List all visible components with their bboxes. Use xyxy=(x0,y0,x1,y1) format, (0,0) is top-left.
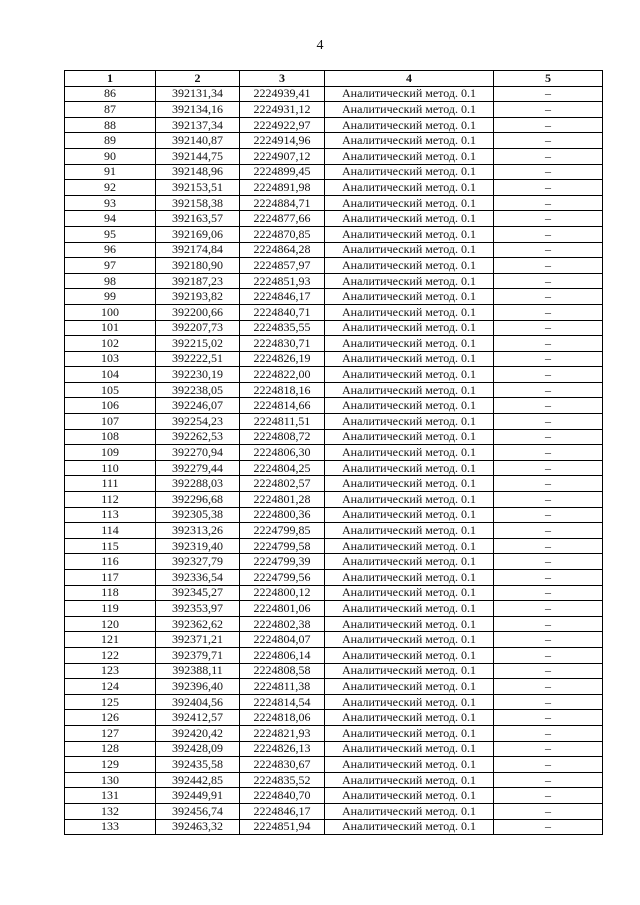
y-coordinate-cell: 2224907,12 xyxy=(240,148,325,164)
point-number-cell: 121 xyxy=(65,632,156,648)
method-cell: Аналитический метод. 0.1 xyxy=(325,445,494,461)
point-number-cell: 112 xyxy=(65,492,156,508)
note-cell: – xyxy=(494,663,603,679)
method-cell: Аналитический метод. 0.1 xyxy=(325,164,494,180)
x-coordinate-cell: 392379,71 xyxy=(156,647,240,663)
table-row xyxy=(65,523,603,539)
method-cell: Аналитический метод. 0.1 xyxy=(325,538,494,554)
note-cell: – xyxy=(494,148,603,164)
table-row xyxy=(65,86,603,102)
note-cell: – xyxy=(494,554,603,570)
x-coordinate-cell: 392158,38 xyxy=(156,195,240,211)
note-cell: – xyxy=(494,725,603,741)
x-coordinate-cell: 392288,03 xyxy=(156,476,240,492)
x-coordinate-cell: 392345,27 xyxy=(156,585,240,601)
x-coordinate-cell: 392174,84 xyxy=(156,242,240,258)
y-coordinate-cell: 2224826,19 xyxy=(240,351,325,367)
y-coordinate-cell: 2224877,66 xyxy=(240,211,325,227)
table-row xyxy=(65,258,603,274)
table-row xyxy=(65,148,603,164)
y-coordinate-cell: 2224799,56 xyxy=(240,570,325,586)
point-number-cell: 89 xyxy=(65,133,156,149)
method-cell: Аналитический метод. 0.1 xyxy=(325,476,494,492)
point-number-cell: 117 xyxy=(65,570,156,586)
x-coordinate-cell: 392131,34 xyxy=(156,86,240,102)
note-cell: – xyxy=(494,741,603,757)
method-cell: Аналитический метод. 0.1 xyxy=(325,679,494,695)
method-cell: Аналитический метод. 0.1 xyxy=(325,336,494,352)
note-cell: – xyxy=(494,102,603,118)
table-row xyxy=(65,601,603,617)
note-cell: – xyxy=(494,538,603,554)
point-number-cell: 120 xyxy=(65,616,156,632)
x-coordinate-cell: 392222,51 xyxy=(156,351,240,367)
x-coordinate-cell: 392313,26 xyxy=(156,523,240,539)
note-cell: – xyxy=(494,336,603,352)
x-coordinate-cell: 392238,05 xyxy=(156,382,240,398)
x-coordinate-cell: 392371,21 xyxy=(156,632,240,648)
point-number-cell: 129 xyxy=(65,757,156,773)
table-row xyxy=(65,570,603,586)
y-coordinate-cell: 2224826,13 xyxy=(240,741,325,757)
y-coordinate-cell: 2224835,52 xyxy=(240,772,325,788)
x-coordinate-cell: 392428,09 xyxy=(156,741,240,757)
y-coordinate-cell: 2224899,45 xyxy=(240,164,325,180)
y-coordinate-cell: 2224931,12 xyxy=(240,102,325,118)
table-row xyxy=(65,476,603,492)
note-cell: – xyxy=(494,133,603,149)
table-row xyxy=(65,538,603,554)
table-row xyxy=(65,679,603,695)
y-coordinate-cell: 2224799,58 xyxy=(240,538,325,554)
x-coordinate-cell: 392412,57 xyxy=(156,710,240,726)
point-number-cell: 106 xyxy=(65,398,156,414)
table-row xyxy=(65,367,603,383)
y-coordinate-cell: 2224806,14 xyxy=(240,647,325,663)
point-number-cell: 86 xyxy=(65,86,156,102)
method-cell: Аналитический метод. 0.1 xyxy=(325,117,494,133)
point-number-cell: 99 xyxy=(65,289,156,305)
x-coordinate-cell: 392296,68 xyxy=(156,492,240,508)
table-row xyxy=(65,772,603,788)
x-coordinate-cell: 392137,34 xyxy=(156,117,240,133)
y-coordinate-cell: 2224891,98 xyxy=(240,180,325,196)
y-coordinate-cell: 2224808,72 xyxy=(240,429,325,445)
table-row xyxy=(65,585,603,601)
y-coordinate-cell: 2224814,54 xyxy=(240,694,325,710)
point-number-cell: 116 xyxy=(65,554,156,570)
table-row xyxy=(65,195,603,211)
point-number-cell: 126 xyxy=(65,710,156,726)
y-coordinate-cell: 2224830,67 xyxy=(240,757,325,773)
x-coordinate-cell: 392353,97 xyxy=(156,601,240,617)
point-number-cell: 118 xyxy=(65,585,156,601)
table-row xyxy=(65,803,603,819)
point-number-cell: 93 xyxy=(65,195,156,211)
y-coordinate-cell: 2224804,07 xyxy=(240,632,325,648)
method-cell: Аналитический метод. 0.1 xyxy=(325,710,494,726)
method-cell: Аналитический метод. 0.1 xyxy=(325,819,494,835)
x-coordinate-cell: 392319,40 xyxy=(156,538,240,554)
y-coordinate-cell: 2224835,55 xyxy=(240,320,325,336)
x-coordinate-cell: 392163,57 xyxy=(156,211,240,227)
column-header-3: 3 xyxy=(240,71,325,87)
y-coordinate-cell: 2224846,17 xyxy=(240,289,325,305)
x-coordinate-cell: 392207,73 xyxy=(156,320,240,336)
table-row xyxy=(65,180,603,196)
point-number-cell: 101 xyxy=(65,320,156,336)
note-cell: – xyxy=(494,523,603,539)
method-cell: Аналитический метод. 0.1 xyxy=(325,725,494,741)
note-cell: – xyxy=(494,445,603,461)
x-coordinate-cell: 392305,38 xyxy=(156,507,240,523)
note-cell: – xyxy=(494,679,603,695)
y-coordinate-cell: 2224802,57 xyxy=(240,476,325,492)
method-cell: Аналитический метод. 0.1 xyxy=(325,523,494,539)
point-number-cell: 87 xyxy=(65,102,156,118)
table-row xyxy=(65,647,603,663)
y-coordinate-cell: 2224864,28 xyxy=(240,242,325,258)
x-coordinate-cell: 392230,19 xyxy=(156,367,240,383)
point-number-cell: 102 xyxy=(65,336,156,352)
y-coordinate-cell: 2224830,71 xyxy=(240,336,325,352)
point-number-cell: 113 xyxy=(65,507,156,523)
table-row xyxy=(65,492,603,508)
note-cell: – xyxy=(494,382,603,398)
note-cell: – xyxy=(494,570,603,586)
point-number-cell: 107 xyxy=(65,414,156,430)
method-cell: Аналитический метод. 0.1 xyxy=(325,507,494,523)
note-cell: – xyxy=(494,164,603,180)
x-coordinate-cell: 392336,54 xyxy=(156,570,240,586)
method-cell: Аналитический метод. 0.1 xyxy=(325,102,494,118)
table-row xyxy=(65,211,603,227)
y-coordinate-cell: 2224840,71 xyxy=(240,304,325,320)
y-coordinate-cell: 2224851,94 xyxy=(240,819,325,835)
column-header-1: 1 xyxy=(65,71,156,87)
method-cell: Аналитический метод. 0.1 xyxy=(325,273,494,289)
x-coordinate-cell: 392442,85 xyxy=(156,772,240,788)
method-cell: Аналитический метод. 0.1 xyxy=(325,258,494,274)
x-coordinate-cell: 392254,23 xyxy=(156,414,240,430)
method-cell: Аналитический метод. 0.1 xyxy=(325,632,494,648)
x-coordinate-cell: 392456,74 xyxy=(156,803,240,819)
method-cell: Аналитический метод. 0.1 xyxy=(325,304,494,320)
y-coordinate-cell: 2224814,66 xyxy=(240,398,325,414)
note-cell: – xyxy=(494,117,603,133)
x-coordinate-cell: 392148,96 xyxy=(156,164,240,180)
point-number-cell: 127 xyxy=(65,725,156,741)
table-row xyxy=(65,242,603,258)
table-row xyxy=(65,819,603,835)
table-row xyxy=(65,663,603,679)
method-cell: Аналитический метод. 0.1 xyxy=(325,585,494,601)
y-coordinate-cell: 2224846,17 xyxy=(240,803,325,819)
point-number-cell: 105 xyxy=(65,382,156,398)
y-coordinate-cell: 2224857,97 xyxy=(240,258,325,274)
note-cell: – xyxy=(494,258,603,274)
table-row xyxy=(65,554,603,570)
note-cell: – xyxy=(494,398,603,414)
note-cell: – xyxy=(494,772,603,788)
note-cell: – xyxy=(494,616,603,632)
y-coordinate-cell: 2224884,71 xyxy=(240,195,325,211)
y-coordinate-cell: 2224802,38 xyxy=(240,616,325,632)
point-number-cell: 119 xyxy=(65,601,156,617)
column-header-5: 5 xyxy=(494,71,603,87)
point-number-cell: 125 xyxy=(65,694,156,710)
y-coordinate-cell: 2224801,28 xyxy=(240,492,325,508)
method-cell: Аналитический метод. 0.1 xyxy=(325,351,494,367)
method-cell: Аналитический метод. 0.1 xyxy=(325,367,494,383)
method-cell: Аналитический метод. 0.1 xyxy=(325,554,494,570)
method-cell: Аналитический метод. 0.1 xyxy=(325,226,494,242)
note-cell: – xyxy=(494,242,603,258)
method-cell: Аналитический метод. 0.1 xyxy=(325,663,494,679)
y-coordinate-cell: 2224811,38 xyxy=(240,679,325,695)
method-cell: Аналитический метод. 0.1 xyxy=(325,211,494,227)
y-coordinate-cell: 2224800,12 xyxy=(240,585,325,601)
x-coordinate-cell: 392362,62 xyxy=(156,616,240,632)
x-coordinate-cell: 392187,23 xyxy=(156,273,240,289)
table-row xyxy=(65,757,603,773)
x-coordinate-cell: 392435,58 xyxy=(156,757,240,773)
point-number-cell: 128 xyxy=(65,741,156,757)
x-coordinate-cell: 392327,79 xyxy=(156,554,240,570)
point-number-cell: 100 xyxy=(65,304,156,320)
y-coordinate-cell: 2224851,93 xyxy=(240,273,325,289)
point-number-cell: 108 xyxy=(65,429,156,445)
note-cell: – xyxy=(494,585,603,601)
point-number-cell: 103 xyxy=(65,351,156,367)
y-coordinate-cell: 2224840,70 xyxy=(240,788,325,804)
note-cell: – xyxy=(494,320,603,336)
table-row xyxy=(65,694,603,710)
point-number-cell: 133 xyxy=(65,819,156,835)
method-cell: Аналитический метод. 0.1 xyxy=(325,788,494,804)
x-coordinate-cell: 392140,87 xyxy=(156,133,240,149)
y-coordinate-cell: 2224821,93 xyxy=(240,725,325,741)
table-header-row xyxy=(65,71,603,87)
table-row xyxy=(65,632,603,648)
note-cell: – xyxy=(494,632,603,648)
point-number-cell: 131 xyxy=(65,788,156,804)
point-number-cell: 96 xyxy=(65,242,156,258)
point-number-cell: 95 xyxy=(65,226,156,242)
method-cell: Аналитический метод. 0.1 xyxy=(325,803,494,819)
x-coordinate-cell: 392153,51 xyxy=(156,180,240,196)
point-number-cell: 91 xyxy=(65,164,156,180)
table-row xyxy=(65,741,603,757)
x-coordinate-cell: 392388,11 xyxy=(156,663,240,679)
x-coordinate-cell: 392279,44 xyxy=(156,460,240,476)
method-cell: Аналитический метод. 0.1 xyxy=(325,460,494,476)
note-cell: – xyxy=(494,694,603,710)
page-number: 4 xyxy=(316,38,324,53)
y-coordinate-cell: 2224870,85 xyxy=(240,226,325,242)
table-row xyxy=(65,445,603,461)
y-coordinate-cell: 2224818,16 xyxy=(240,382,325,398)
point-number-cell: 94 xyxy=(65,211,156,227)
table-row xyxy=(65,788,603,804)
x-coordinate-cell: 392134,16 xyxy=(156,102,240,118)
method-cell: Аналитический метод. 0.1 xyxy=(325,320,494,336)
note-cell: – xyxy=(494,601,603,617)
y-coordinate-cell: 2224806,30 xyxy=(240,445,325,461)
note-cell: – xyxy=(494,803,603,819)
x-coordinate-cell: 392262,53 xyxy=(156,429,240,445)
note-cell: – xyxy=(494,304,603,320)
method-cell: Аналитический метод. 0.1 xyxy=(325,382,494,398)
note-cell: – xyxy=(494,86,603,102)
x-coordinate-cell: 392463,32 xyxy=(156,819,240,835)
y-coordinate-cell: 2224804,25 xyxy=(240,460,325,476)
x-coordinate-cell: 392449,91 xyxy=(156,788,240,804)
method-cell: Аналитический метод. 0.1 xyxy=(325,429,494,445)
point-number-cell: 111 xyxy=(65,476,156,492)
y-coordinate-cell: 2224800,36 xyxy=(240,507,325,523)
point-number-cell: 123 xyxy=(65,663,156,679)
method-cell: Аналитический метод. 0.1 xyxy=(325,757,494,773)
column-header-4: 4 xyxy=(325,71,494,87)
table-row xyxy=(65,226,603,242)
method-cell: Аналитический метод. 0.1 xyxy=(325,492,494,508)
point-number-cell: 109 xyxy=(65,445,156,461)
note-cell: – xyxy=(494,226,603,242)
x-coordinate-cell: 392404,56 xyxy=(156,694,240,710)
table-row xyxy=(65,320,603,336)
x-coordinate-cell: 392169,06 xyxy=(156,226,240,242)
note-cell: – xyxy=(494,492,603,508)
note-cell: – xyxy=(494,476,603,492)
point-number-cell: 122 xyxy=(65,647,156,663)
note-cell: – xyxy=(494,757,603,773)
method-cell: Аналитический метод. 0.1 xyxy=(325,242,494,258)
table-body xyxy=(65,86,603,835)
y-coordinate-cell: 2224811,51 xyxy=(240,414,325,430)
table-row xyxy=(65,133,603,149)
note-cell: – xyxy=(494,819,603,835)
point-number-cell: 132 xyxy=(65,803,156,819)
table-row xyxy=(65,336,603,352)
table-row xyxy=(65,117,603,133)
table-row xyxy=(65,710,603,726)
y-coordinate-cell: 2224922,97 xyxy=(240,117,325,133)
y-coordinate-cell: 2224799,85 xyxy=(240,523,325,539)
table-row xyxy=(65,398,603,414)
note-cell: – xyxy=(494,647,603,663)
note-cell: – xyxy=(494,211,603,227)
y-coordinate-cell: 2224914,96 xyxy=(240,133,325,149)
method-cell: Аналитический метод. 0.1 xyxy=(325,148,494,164)
method-cell: Аналитический метод. 0.1 xyxy=(325,180,494,196)
coordinates-table xyxy=(64,70,603,835)
x-coordinate-cell: 392420,42 xyxy=(156,725,240,741)
method-cell: Аналитический метод. 0.1 xyxy=(325,570,494,586)
method-cell: Аналитический метод. 0.1 xyxy=(325,601,494,617)
note-cell: – xyxy=(494,195,603,211)
table-row xyxy=(65,414,603,430)
method-cell: Аналитический метод. 0.1 xyxy=(325,195,494,211)
table-row xyxy=(65,507,603,523)
note-cell: – xyxy=(494,351,603,367)
x-coordinate-cell: 392270,94 xyxy=(156,445,240,461)
y-coordinate-cell: 2224799,39 xyxy=(240,554,325,570)
x-coordinate-cell: 392144,75 xyxy=(156,148,240,164)
point-number-cell: 115 xyxy=(65,538,156,554)
method-cell: Аналитический метод. 0.1 xyxy=(325,741,494,757)
x-coordinate-cell: 392180,90 xyxy=(156,258,240,274)
x-coordinate-cell: 392200,66 xyxy=(156,304,240,320)
y-coordinate-cell: 2224822,00 xyxy=(240,367,325,383)
table-row xyxy=(65,382,603,398)
point-number-cell: 88 xyxy=(65,117,156,133)
point-number-cell: 90 xyxy=(65,148,156,164)
table-row xyxy=(65,273,603,289)
method-cell: Аналитический метод. 0.1 xyxy=(325,772,494,788)
note-cell: – xyxy=(494,273,603,289)
point-number-cell: 92 xyxy=(65,180,156,196)
table-row xyxy=(65,460,603,476)
method-cell: Аналитический метод. 0.1 xyxy=(325,616,494,632)
method-cell: Аналитический метод. 0.1 xyxy=(325,133,494,149)
table-row xyxy=(65,351,603,367)
note-cell: – xyxy=(494,289,603,305)
point-number-cell: 104 xyxy=(65,367,156,383)
column-header-2: 2 xyxy=(156,71,240,87)
point-number-cell: 98 xyxy=(65,273,156,289)
note-cell: – xyxy=(494,429,603,445)
table-row xyxy=(65,102,603,118)
y-coordinate-cell: 2224801,06 xyxy=(240,601,325,617)
point-number-cell: 130 xyxy=(65,772,156,788)
method-cell: Аналитический метод. 0.1 xyxy=(325,694,494,710)
method-cell: Аналитический метод. 0.1 xyxy=(325,414,494,430)
table-row xyxy=(65,429,603,445)
point-number-cell: 97 xyxy=(65,258,156,274)
table-row xyxy=(65,304,603,320)
x-coordinate-cell: 392193,82 xyxy=(156,289,240,305)
note-cell: – xyxy=(494,414,603,430)
method-cell: Аналитический метод. 0.1 xyxy=(325,86,494,102)
y-coordinate-cell: 2224808,58 xyxy=(240,663,325,679)
note-cell: – xyxy=(494,367,603,383)
method-cell: Аналитический метод. 0.1 xyxy=(325,647,494,663)
table-row xyxy=(65,289,603,305)
method-cell: Аналитический метод. 0.1 xyxy=(325,289,494,305)
y-coordinate-cell: 2224939,41 xyxy=(240,86,325,102)
note-cell: – xyxy=(494,710,603,726)
note-cell: – xyxy=(494,507,603,523)
y-coordinate-cell: 2224818,06 xyxy=(240,710,325,726)
x-coordinate-cell: 392215,02 xyxy=(156,336,240,352)
x-coordinate-cell: 392246,07 xyxy=(156,398,240,414)
note-cell: – xyxy=(494,460,603,476)
table-row xyxy=(65,616,603,632)
x-coordinate-cell: 392396,40 xyxy=(156,679,240,695)
point-number-cell: 110 xyxy=(65,460,156,476)
method-cell: Аналитический метод. 0.1 xyxy=(325,398,494,414)
point-number-cell: 114 xyxy=(65,523,156,539)
table-row xyxy=(65,164,603,180)
table-row xyxy=(65,725,603,741)
note-cell: – xyxy=(494,180,603,196)
note-cell: – xyxy=(494,788,603,804)
point-number-cell: 124 xyxy=(65,679,156,695)
